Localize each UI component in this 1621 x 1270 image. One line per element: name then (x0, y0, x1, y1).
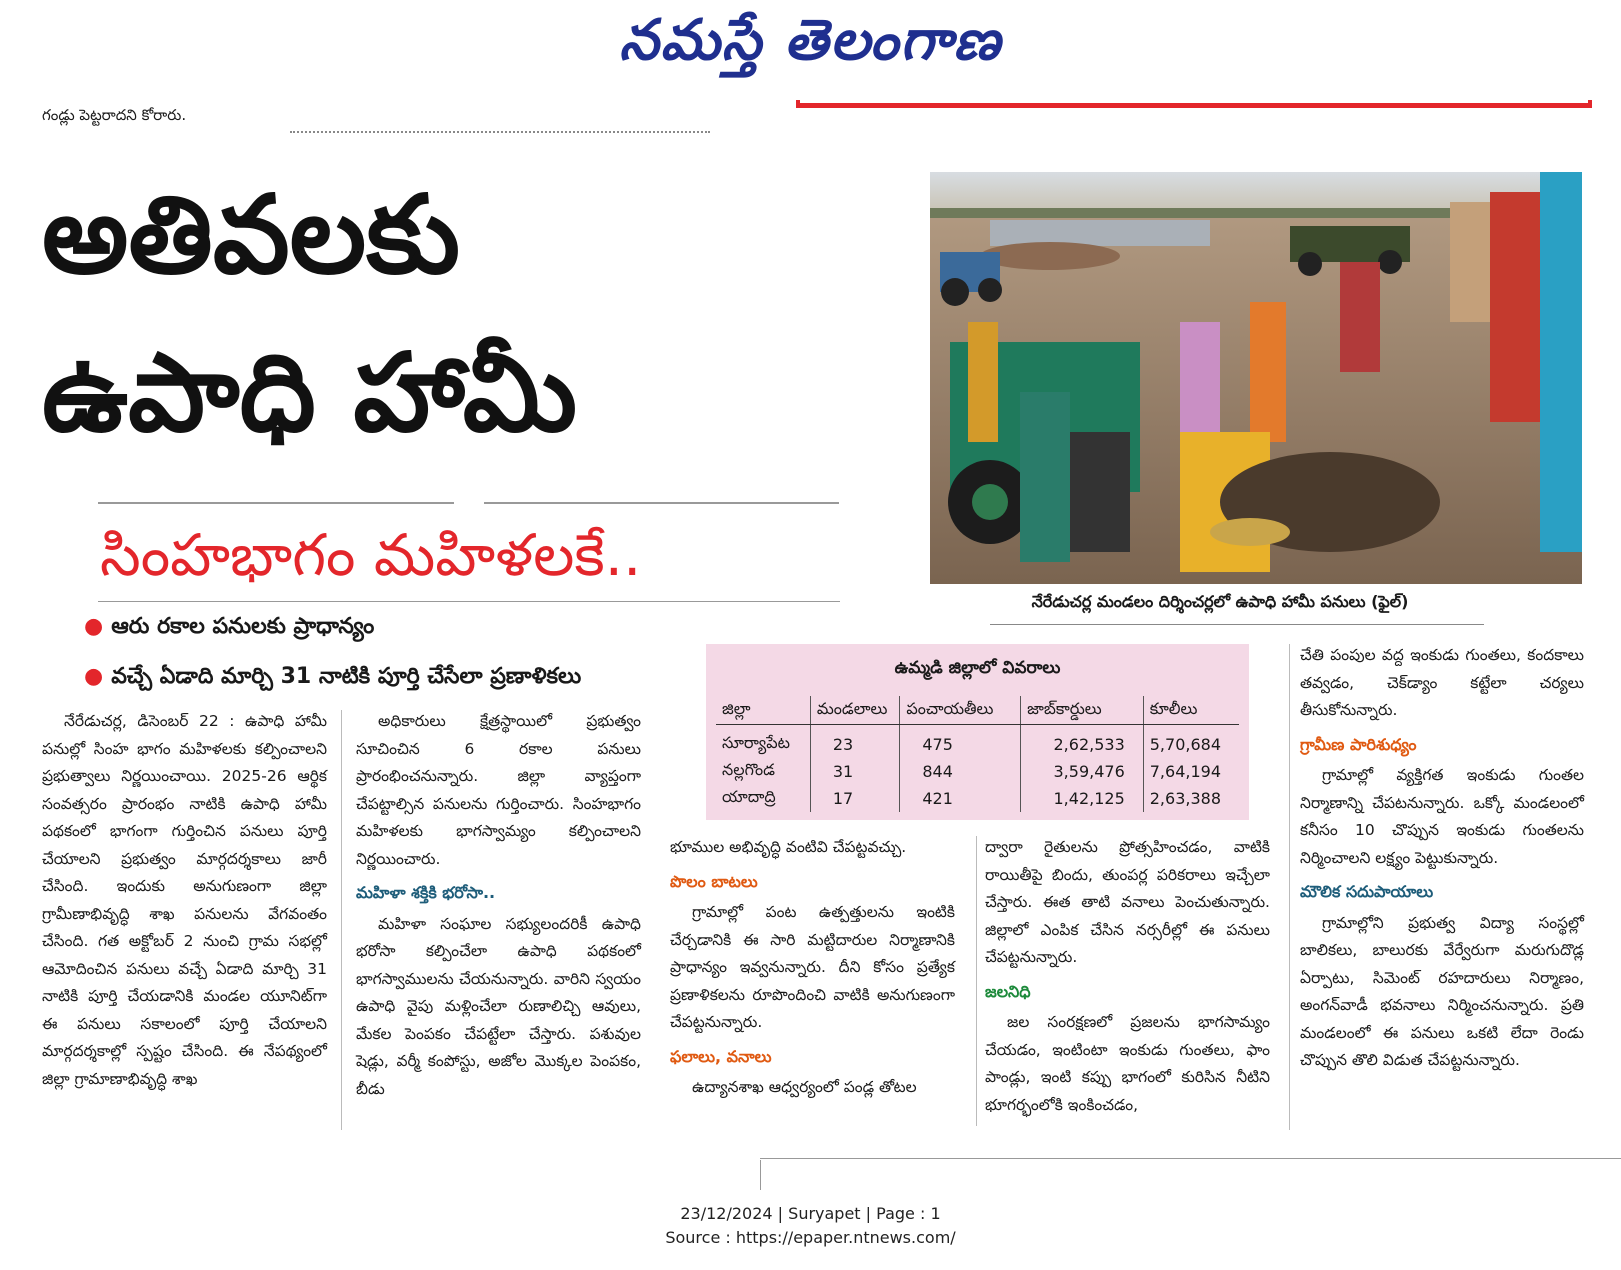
article-paragraph: ఉద్యానశాఖ ఆధ్వర్యంలో పండ్ల తోటల (692, 1078, 917, 1096)
bullet-point-1 (84, 614, 374, 644)
article-column-2 (356, 708, 641, 1138)
table-cell: 31 (810, 758, 899, 785)
table-cell: 5,70,684 (1149, 735, 1221, 754)
photo-caption: నేరేడుచర్ల మండలం దిర్శించర్లలో ఉపాధి హామీ పనులు (ఫైల్) (1031, 592, 1409, 611)
table-header-cell: పంచాయతీలు (900, 696, 1021, 725)
article-column-5 (1300, 642, 1584, 1138)
section-heading: ఫలాలు, వనాలు (670, 1046, 772, 1066)
bottom-divider (760, 1160, 761, 1190)
table-cell: 2,63,388 (1149, 789, 1221, 808)
table-cell: 7,64,194 (1149, 762, 1221, 781)
section-heading: గ్రామీణ పారిశుధ్యం (1300, 734, 1417, 754)
bullet-point-2 (84, 664, 581, 694)
article-column-1 (42, 708, 327, 1138)
bottom-rule (760, 1158, 1621, 1159)
previous-story-tail: గండ్లు పెట్టరాదని కోరారు. (42, 106, 187, 124)
headline-line-1: అతివలకు (42, 173, 460, 298)
subhead-rule-left (98, 502, 454, 504)
section-heading: జలనిధి (985, 981, 1031, 1001)
table-cell: 3,59,476 (1021, 758, 1144, 785)
caption-rule (990, 624, 1484, 625)
article-paragraph: అధికారులు క్షేత్రస్థాయిలో ప్రభుత్వం సూచించిన 6 రకాల పనులు ప్రారంభించనున్నారు. జిల్లా వ్యాప్తంగా చేపట్టాల్సిన పనులను గుర్తించారు. సింహభాగం మహిళలకు భాగస్వామ్యం కల్పించాలని నిర్ణయించారు. (356, 712, 641, 868)
header-red-rule (796, 100, 1592, 108)
table-cell: 421 (900, 785, 1021, 812)
section-heading: పొలం బాటలు (670, 871, 758, 891)
table-row (716, 785, 1239, 812)
article-paragraph: గ్రామాల్లో పంట ఉత్పత్తులను ఇంటికి చేర్చడానికి ఈ సారి మట్టిదారుల నిర్మాణానికి ప్రాధాన్యం ఇవ్వనున్నారు. దీని కోసం ప్రత్యేక ప్రణాళికలను రూపొందించి వాటికి అనుగుణంగా చేపట్టనున్నారు. (670, 903, 955, 1031)
dotted-divider (290, 131, 710, 133)
table-cell: నల్లగొండ (716, 758, 810, 785)
table-cell: యాదాద్రి (716, 785, 810, 812)
news-photo (930, 172, 1582, 584)
masthead-logo: నమస్తే తెలంగాణ (619, 8, 1002, 73)
table-cell: 475 (900, 725, 1021, 759)
table-header-cell: జాబ్‌కార్డులు (1021, 696, 1144, 725)
article-paragraph: నేరేడుచర్ల, డిసెంబర్ 22 : ఉపాధి హామీ పనుల్లో సింహ భాగం మహిళలకు కల్పించాలని ప్రభుత్వాలు నిర్ణయించాయి. 2025-26 ఆర్థిక సంవత్సరం ప్రారంభం నాటికి ఉపాధి హామీ పథకంలో భాగంగా గుర్తించిన పనులు పూర్తి చేయాలని ప్రభుత్వం మార్గదర్శకాలు జారీ చేసింది. ఇందుకు అనుగుణంగా జిల్లా గ్రామీణాభివృద్ధి శాఖ పనులను వేగవంతం చేసింది. గత అక్టోబర్ 2 నుంచి గ్రామ సభల్లో ఆమోదించిన పనులు వచ్చే ఏడాది మార్చి 31 నాటికి పూర్తి చేయడానికి మండల యూనిట్‌గా ఈ పనులు సకాలంలో పూర్తి చేయాలని మార్గదర్శకాల్లో స్పష్టం చేసింది. ఈ నేపథ్యంలో జిల్లా గ్రామాణాభివృద్ధి శాఖ (42, 712, 327, 1088)
article-paragraph: భూముల అభివృద్ధి వంటివి చేపట్టవచ్చు. (670, 838, 907, 856)
bullet-text: వచ్చే ఏడాది మార్చి 31 నాటికి పూర్తి చేసేలా ప్రణాళికలు (111, 664, 582, 689)
table-header-cell: జిల్లా (716, 696, 810, 725)
article-column-4 (985, 834, 1270, 1134)
stats-table (716, 696, 1239, 812)
table-cell: 2,62,533 (1021, 725, 1144, 759)
article-paragraph: గ్రామాల్లో వ్యక్తిగత ఇంకుడు గుంతల నిర్మాణాన్ని చేపటనున్నారు. ఒక్కో మండలంలో కనీసం 10 చొప్పున ఇంకుడు గుంతలను నిర్మించాలని లక్ష్యం పెట్టుకున్నారు. (1300, 766, 1584, 867)
footer-source-line: Source : https://epaper.ntnews.com/ (665, 1228, 956, 1247)
bullet-dot-icon: ● (84, 614, 104, 639)
article-paragraph: గ్రామాల్లోని ప్రభుత్వ విద్యా సంస్థల్లో బాలికలు, బాలురకు వేర్వేరుగా మరుగుదొడ్ల ఏర్పాటు, సిమెంట్ రహదారులు నిర్మాణం, అంగన్‌వాడీ భవనాలు నిర్మించనున్నారు. ప్రతి మండలంలో ఈ పనులు ఒకటి లేదా రెండు చొప్పున తొలి విడుత చేపట్టనున్నారు. (1300, 913, 1584, 1069)
table-cell: 23 (810, 725, 899, 759)
stats-table-box (706, 644, 1249, 820)
table-header-cell: కూలీలు (1143, 696, 1239, 725)
subhead-rule-bottom (98, 601, 840, 602)
bullet-dot-icon: ● (84, 664, 104, 689)
table-cell: 844 (900, 758, 1021, 785)
article-paragraph: జల సంరక్షణలో ప్రజలను భాగసామ్యం చేయడం, ఇంటింటా ఇంకుడు గుంతలు, ఫాం పాండ్లు, ఇంటి కప్పు భాగంలో కురిసిన నీటిని భూగర్భంలోకి ఇంకించడం, (985, 1013, 1270, 1114)
column-divider (976, 836, 977, 1126)
footer-date-line: 23/12/2024 | Suryapet | Page : 1 (680, 1204, 941, 1223)
subhead-rule-right (484, 502, 839, 504)
table-row (716, 758, 1239, 785)
table-header-row (716, 696, 1239, 725)
column-divider (1289, 644, 1290, 1130)
table-row (716, 725, 1239, 759)
article-paragraph: చేతి పంపుల వద్ద ఇంకుడు గుంతలు, కందకాలు తవ్వడం, చెక్‌డ్యాం కట్టేలా చర్యలు తీసుకోనున్నారు. (1300, 646, 1584, 719)
article-paragraph: మహిళా సంఘాల సభ్యులందరికీ ఉపాధి భరోసా కల్పించేలా ఉపాధి పథకంలో భాగస్వాములను చేయనున్నారు. వారిని స్వయం ఉపాధి వైపు మళ్లించేలా రుణాలిచ్చి ఆవులు, మేకల పెంపకం చేపట్టేలా చేస్తారు. పశువుల షెడ్లు, వర్మీ కంపోస్టు, అజోల మొక్కల పెంపకం, బీడు (356, 914, 641, 1098)
section-heading: మౌలిక సదుపాయాలు (1300, 882, 1434, 901)
table-cell: 17 (810, 785, 899, 812)
article-column-3 (670, 834, 955, 1134)
table-header-cell: మండలాలు (810, 696, 899, 725)
headline-line-2: ఉపాధి హామీ (42, 331, 578, 456)
column-divider (341, 710, 342, 1130)
subheadline: సింహభాగం మహిళలకే.. (100, 521, 642, 589)
table-cell: 1,42,125 (1021, 785, 1144, 812)
table-cell: సూర్యాపేట (716, 725, 810, 759)
stats-table-title: ఉమ్మడి జిల్లాలో వివరాలు (894, 658, 1061, 678)
section-heading: మహిళా శక్తికి భరోసా.. (356, 883, 496, 902)
bullet-text: ఆరు రకాల పనులకు ప్రాధాన్యం (111, 614, 375, 639)
article-paragraph: ద్వారా రైతులను ప్రోత్సహించడం, వాటికి రాయితీపై బిందు, తుంపర్ల పరికరాలు ఇచ్చేలా చేస్తారు. ఈత తాటి వనాలు పెంచుతున్నారు. జిల్లాలో ఎంపిక చేసిన నర్సరీల్లో ఈ పనులు చేపట్టనున్నారు. (985, 838, 1270, 966)
